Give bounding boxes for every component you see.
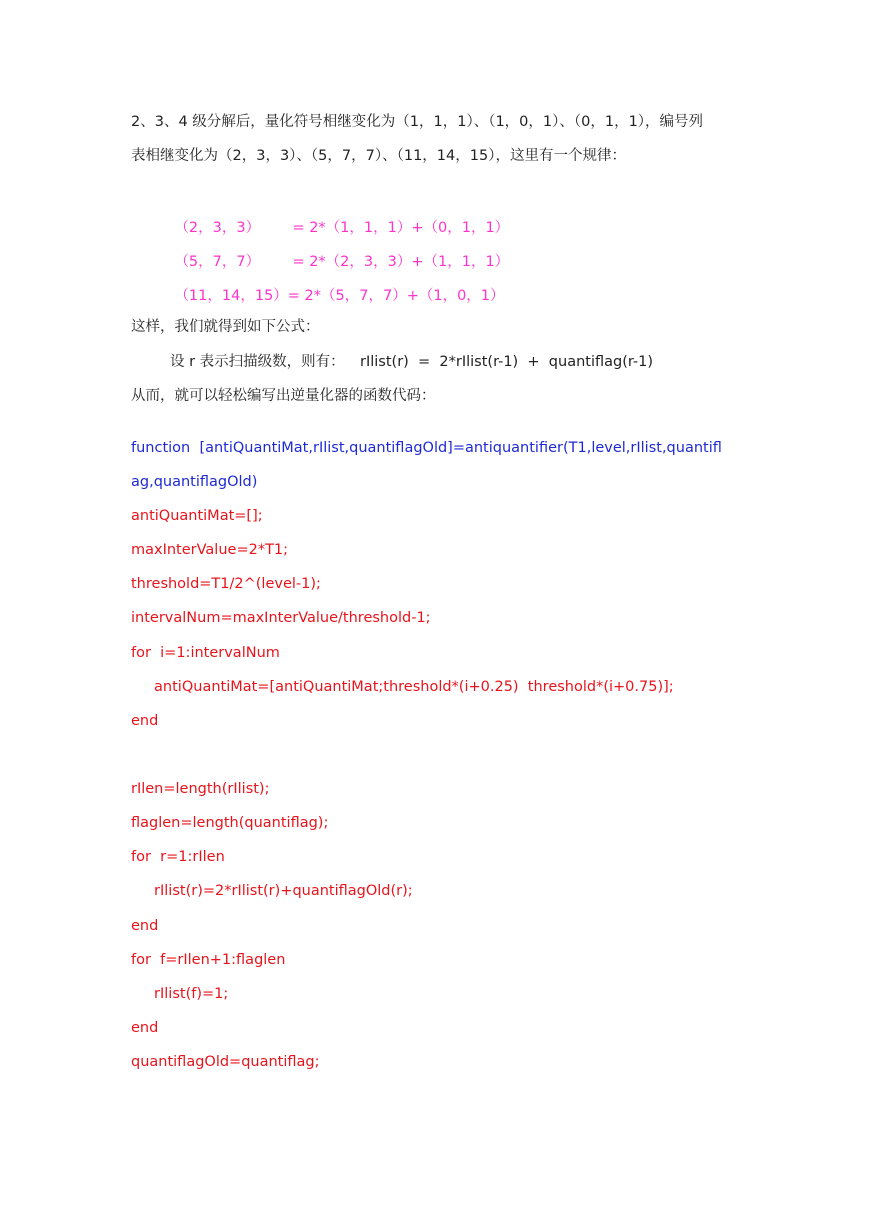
code-line: antiQuantiMat=[];: [131, 508, 263, 524]
code-line: end: [131, 1020, 159, 1036]
code-line: for i=1:intervalNum: [131, 645, 280, 661]
intro-line-2: 表相继变化为（2，3，3）、（5，7，7）、（11，14，15），这里有一个规律：: [131, 148, 626, 164]
formula-intro: 这样，我们就得到如下公式：: [131, 319, 320, 335]
code-line: quantiflagOld=quantiflag;: [131, 1054, 320, 1070]
code-line: rIlist(r)=2*rIlist(r)+quantiflagOld(r);: [131, 883, 413, 899]
formula-expression: rIlist(r) = 2*rIlist(r-1) + quantiflag(r-1): [360, 354, 654, 370]
code-function-header-cont: ag,quantiflagOld): [131, 474, 258, 490]
code-intro: 从而，就可以轻松编写出逆量化器的函数代码：: [131, 388, 436, 404]
rule-lhs: （11，14，15）: [174, 288, 288, 304]
code-line: for r=1:rIlen: [131, 849, 225, 865]
rule-rhs: = 2*（2，3，3）+（1，1，1）: [292, 254, 510, 270]
code-line: antiQuantiMat=[antiQuantiMat;threshold*(i+0.25) threshold*(i+0.75)];: [131, 679, 674, 695]
formula-label: 设 r 表示扫描级数，则有：: [170, 354, 345, 370]
code-line: threshold=T1/2^(level-1);: [131, 576, 321, 592]
code-line: flaglen=length(quantiflag);: [131, 815, 329, 831]
code-function-header: function [antiQuantiMat,rIlist,quantiflagOld]=antiquantifier(T1,level,rIlist,quantifl: [131, 440, 722, 456]
code-line: end: [131, 918, 159, 934]
code-line: for f=rIlen+1:flaglen: [131, 952, 286, 968]
rule-lhs: （2，3，3）: [174, 220, 261, 236]
intro-line-1: 2、3、4 级分解后，量化符号相继变化为（1，1，1）、（1，0，1）、（0，1，1），编号列: [131, 114, 704, 130]
rule-rhs: = 2*（5，7，7）+（1，0，1）: [287, 288, 505, 304]
rule-rhs: = 2*（1，1，1）+（0，1，1）: [292, 220, 510, 236]
code-line: rIlist(f)=1;: [131, 986, 229, 1002]
code-line: end: [131, 713, 159, 729]
rule-lhs: （5，7，7）: [174, 254, 261, 270]
code-line: rIlen=length(rIlist);: [131, 781, 270, 797]
code-line: maxInterValue=2*T1;: [131, 542, 289, 558]
code-line: intervalNum=maxInterValue/threshold-1;: [131, 610, 431, 626]
